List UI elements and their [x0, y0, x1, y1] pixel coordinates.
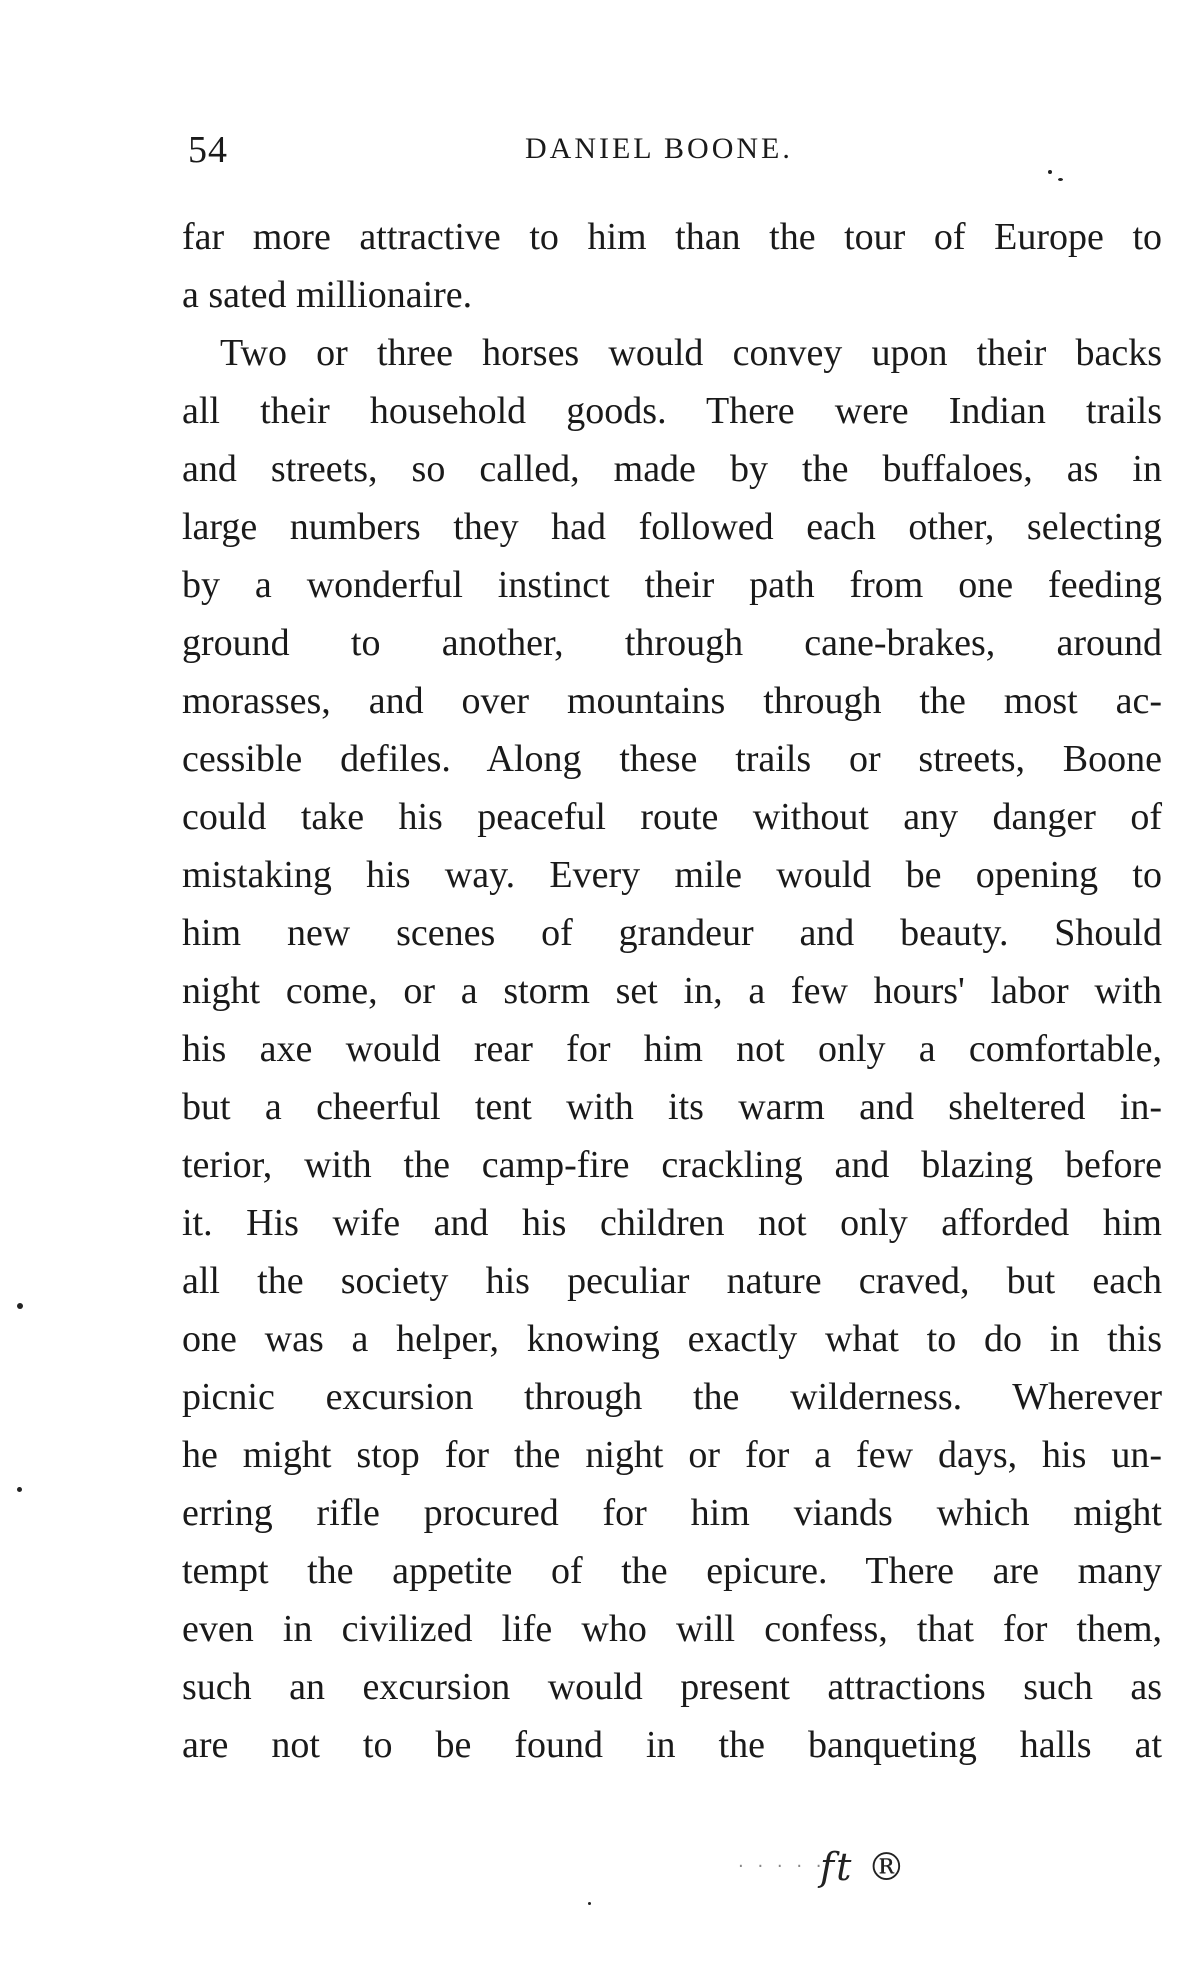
text-line: night come, or a storm set in, a few hours' labor with [182, 970, 1162, 1012]
scan-speck [17, 1303, 23, 1309]
text-line: he might stop for the night or for a few days, his un- [182, 1434, 1162, 1476]
text-line: him new scenes of grandeur and beauty. Should [182, 912, 1162, 954]
text-line: ground to another, through cane-brakes, around [182, 622, 1162, 664]
text-line: Two or three horses would convey upon their backs [220, 332, 1162, 374]
text-line: and streets, so called, made by the buffaloes, as in [182, 448, 1162, 490]
text-line: a sated millionaire. [182, 274, 473, 316]
scan-speck [588, 1902, 591, 1905]
text-line: such an excursion would present attractions such as [182, 1666, 1162, 1708]
text-line: mistaking his way. Every mile would be opening to [182, 854, 1162, 896]
text-line: it. His wife and his children not only afforded him [182, 1202, 1162, 1244]
text-line: terior, with the camp-fire crackling and blazing before [182, 1144, 1162, 1186]
stamp-faint-marks: · · · · · [738, 1856, 826, 1877]
text-line: far more attractive to him than the tour of Europe to [182, 216, 1162, 258]
scan-speck [1048, 170, 1052, 174]
scan-speck [17, 1487, 22, 1492]
text-line: all the society his peculiar nature craved, but each [182, 1260, 1162, 1302]
text-line: cessible defiles. Along these trails or streets, Boone [182, 738, 1162, 780]
page-number: 54 [188, 129, 228, 171]
text-line: tempt the appetite of the epicure. There are many [182, 1550, 1162, 1592]
scan-speck [1058, 178, 1063, 181]
text-line: could take his peaceful route without any danger of [182, 796, 1162, 838]
text-line: his axe would rear for him not only a comfortable, [182, 1028, 1162, 1070]
text-line: large numbers they had followed each other, selecting [182, 506, 1162, 548]
library-stamp: ft ® [820, 1845, 908, 1889]
text-line: one was a helper, knowing exactly what to do in this [182, 1318, 1162, 1360]
text-line: but a cheerful tent with its warm and sheltered in- [182, 1086, 1162, 1128]
text-line: erring rifle procured for him viands which might [182, 1492, 1162, 1534]
text-line: are not to be found in the banqueting halls at [182, 1724, 1162, 1766]
running-title: DANIEL BOONE. [525, 132, 793, 165]
running-head [180, 128, 1160, 178]
text-line: morasses, and over mountains through the most ac- [182, 680, 1162, 722]
text-line: picnic excursion through the wilderness. Wherever [182, 1376, 1162, 1418]
text-line: all their household goods. There were Indian trails [182, 390, 1162, 432]
body-text [182, 208, 1162, 1774]
text-line: even in civilized life who will confess, that for them, [182, 1608, 1162, 1650]
text-line: by a wonderful instinct their path from one feeding [182, 564, 1162, 606]
